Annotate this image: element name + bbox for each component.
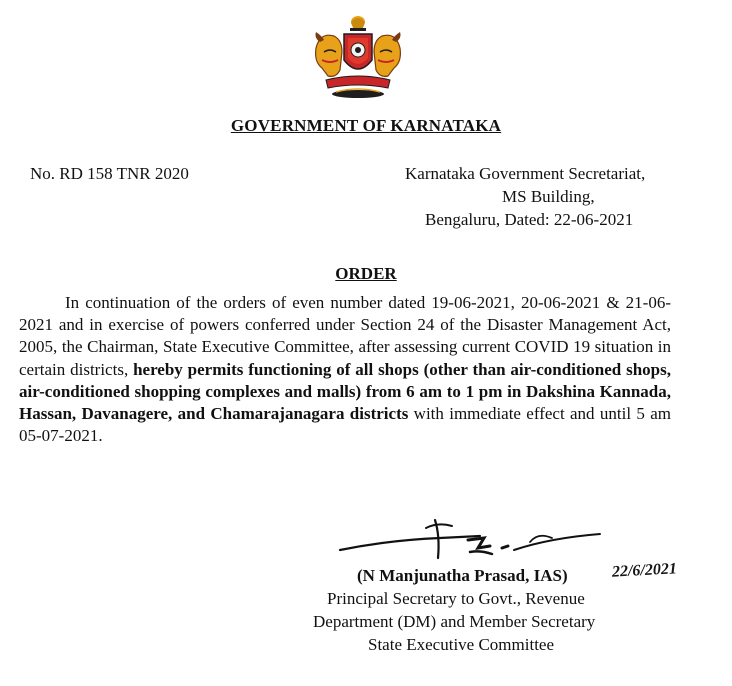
order-body-highlight: hereby permits functioning of all shops (other than air-conditioned shops, air-conditioned shopping complexes and malls) from 6 am to 1 pm in Dakshina Kannada, Hassan, Davanagere, and Chamarajanagara districts xyxy=(19,359,671,424)
order-reference-number: No. RD 158 TNR 2020 xyxy=(30,164,189,183)
order-body-outro: with immediate effect and until 5 am 05-07-2021. xyxy=(19,404,671,446)
designation-line-title: Principal Secretary to Govt., Revenue xyxy=(327,589,585,608)
signatory-name: (N Manjunatha Prasad, IAS) xyxy=(357,566,568,585)
order-heading: ORDER xyxy=(335,264,397,283)
address-line-dated: Bengaluru, Dated: 22-06-2021 xyxy=(425,210,634,229)
document-header-title: GOVERNMENT OF KARNATAKA xyxy=(230,116,502,135)
signature-date: 22/6/2021 xyxy=(611,560,678,581)
karnataka-state-emblem-icon xyxy=(306,12,410,100)
order-body-intro: In continuation of the orders of even number dated 19-06-2021, 20-06-2021 & 21-06-2021 and in exercise of powers conferred under Section 24 of the Disaster Management Act, 2005, the Chairman, State Executive Committee, after assessing current COVID 19 situation in certain districts, xyxy=(19,293,671,379)
order-body-paragraph xyxy=(19,292,671,447)
designation-line-department: Department (DM) and Member Secretary xyxy=(313,612,596,631)
address-line-building: MS Building, xyxy=(502,187,595,206)
address-line-secretariat: Karnataka Government Secretariat, xyxy=(405,164,646,183)
designation-line-committee: State Executive Committee xyxy=(368,635,555,654)
handwritten-signature-icon xyxy=(330,510,620,574)
